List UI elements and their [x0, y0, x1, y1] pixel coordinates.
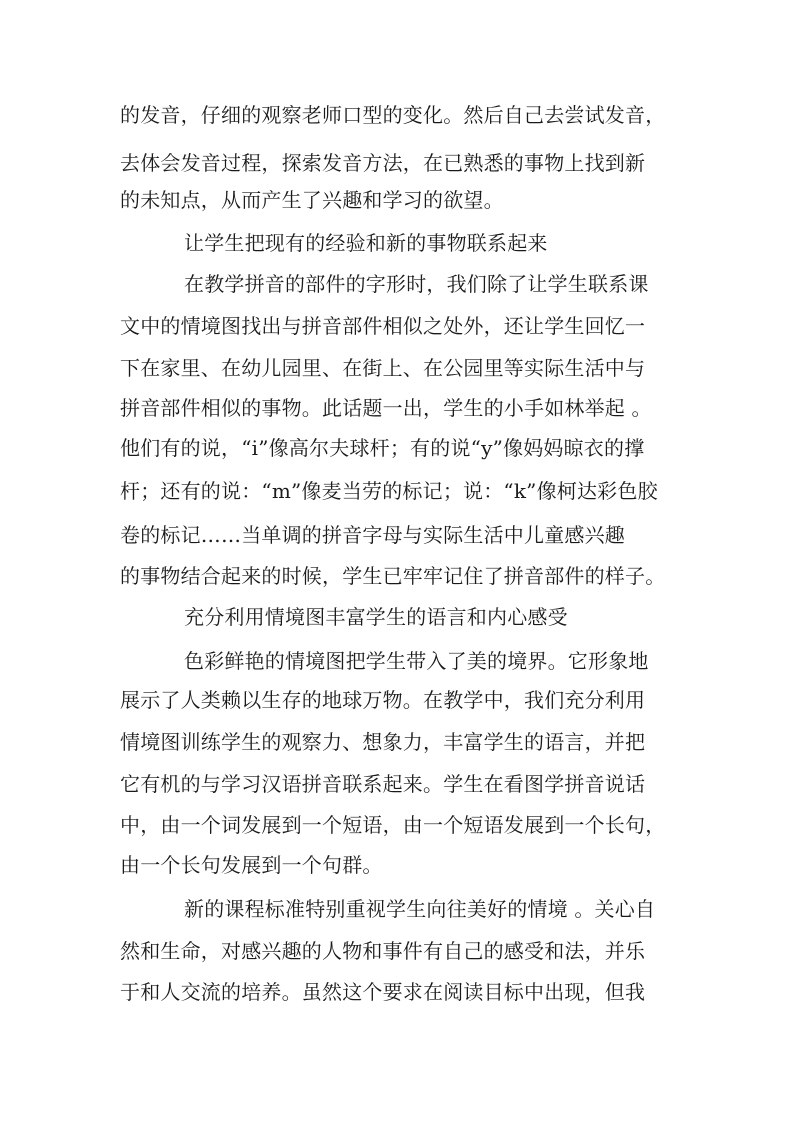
text-line: 它有机的与学习汉语拼音联系起来。学生在看图学拼音说话	[120, 772, 646, 796]
text-line: 的事物结合起来的时候，学生已牢牢记住了拼音部件的样子。	[120, 564, 666, 588]
text-line: 色彩鲜艳的情境图把学生带入了美的境界。它形象地	[184, 649, 649, 673]
text-line: 文中的情境图找出与拼音部件相似之处外，还让学生回忆一	[120, 314, 646, 338]
text-line: 于和人交流的培养。虽然这个要求在阅读目标中出现，但我	[120, 980, 646, 1004]
text-line: 的未知点，从而产生了兴趣和学习的欲望。	[120, 188, 504, 212]
text-line: 的发音，仔细的观察老师口型的变化。然后自己去尝试发音，	[120, 103, 666, 127]
text-line: 下在家里、在幼儿园里、在街上、在公园里等实际生活中与	[120, 356, 646, 380]
text-line: 情境图训练学生的观察力、想象力，丰富学生的语言，并把	[120, 730, 646, 754]
text-line: 新的课程标准特别重视学生向往美好的情境 。关心自	[184, 897, 656, 921]
text-line: 中，由一个词发展到一个短语，由一个短语发展到一个长句，	[120, 813, 666, 837]
text-line: 拼音部件相似的事物。此话题一出，学生的小手如林举起 。	[120, 396, 652, 420]
text-line: 然和生命，对感兴趣的人物和事件有自己的感受和法，并乐	[120, 939, 646, 963]
section-heading: 让学生把现有的经验和新的事物联系起来	[184, 231, 548, 255]
text-line: 杆；还有的说：“m”像麦当劳的标记；说：“k”像柯达彩色胶	[120, 479, 658, 503]
text-line: 卷的标记……当单调的拼音字母与实际生活中儿童感兴趣	[120, 523, 625, 547]
text-line: 去体会发音过程，探索发音方法，在已熟悉的事物上找到新	[120, 151, 646, 175]
text-line: 由一个长句发展到一个句群。	[120, 853, 383, 877]
section-heading: 充分利用情境图丰富学生的语言和内心感受	[184, 605, 568, 629]
text-line: 在教学拼音的部件的字形时，我们除了让学生联系课	[184, 272, 649, 296]
text-line: 他们有的说，“i”像高尔夫球杆；有的说“y”像妈妈晾衣的撑	[120, 436, 645, 460]
text-line: 展示了人类赖以生存的地球万物。在教学中，我们充分利用	[120, 688, 646, 712]
